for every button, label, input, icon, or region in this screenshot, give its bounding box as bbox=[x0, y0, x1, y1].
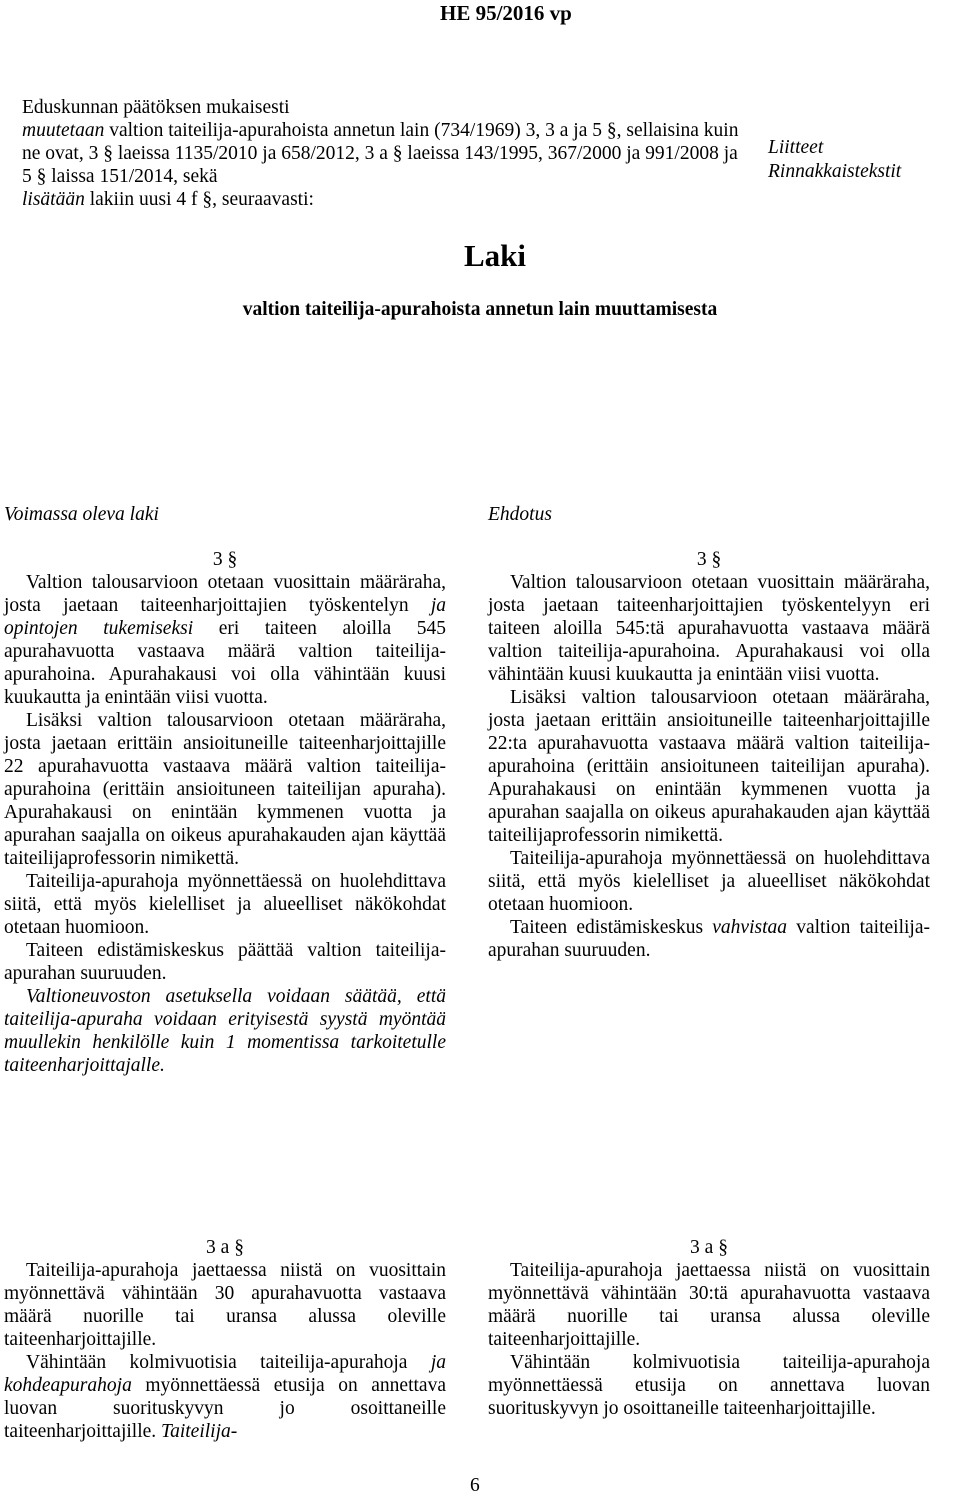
left-section-3a bbox=[4, 1236, 446, 1443]
section-heading: 3 § bbox=[212, 549, 238, 570]
paragraph: Taiteilija-apurahoja myönnettäessä on huolehdittava siitä, että myös kielelliset ja alueelliset näkökohdat otetaan huomioon. bbox=[488, 848, 930, 915]
right-section-3a bbox=[488, 1236, 930, 1420]
right-section-3 bbox=[488, 548, 930, 962]
law-subtitle: valtion taiteilija-apurahoista annetun lain muuttamisesta bbox=[242, 299, 718, 320]
paragraph bbox=[4, 1351, 446, 1443]
preamble-line: 5 § laissa 151/2014, sekä bbox=[22, 166, 218, 187]
paragraph: Taiteilija-apurahoja jaettaessa niistä on vuosittain myönnettävä vähintään 30 apurahavuotta vastaava määrä nuorille tai uransa alussa oleville taiteenharjoittajille. bbox=[4, 1260, 446, 1350]
paragraph: Taiteilija-apurahoja jaettaessa niistä on vuosittain myönnettävä vähintään 30:tä apurahavuotta vastaava määrä nuorille tai uransa alussa oleville taiteenharjoittajille. bbox=[488, 1260, 930, 1350]
preamble-line: Eduskunnan päätöksen mukaisesti bbox=[22, 97, 290, 118]
preamble-line bbox=[22, 188, 942, 211]
preamble-verb: lisätään bbox=[22, 189, 85, 210]
paragraph: Taiteilija-apurahoja myönnettäessä on huolehdittava siitä, että myös kielelliset ja alueelliset näkökohdat otetaan huomioon. bbox=[4, 871, 446, 938]
paragraph: Lisäksi valtion talousarvioon otetaan määräraha, josta jaetaan erittäin ansioituneille taiteenharjoittajille 22:ta apurahavuotta vastaava määrä valtion taiteilija-apurahoina (erittäin ansioituneen taiteilijan apuraha). Apurahakausi on enintään kymmenen vuotta ja apurahan saajalla on oikeus apurahakauden ajan käyttää taiteilijaprofessorin nimikettä. bbox=[488, 687, 930, 846]
law-title: Laki bbox=[463, 238, 527, 273]
column-heading-current-law: Voimassa oleva laki bbox=[4, 504, 159, 525]
annex-line-parallel-texts: Rinnakkaistekstit bbox=[768, 161, 902, 182]
paragraph: Vähintään kolmivuotisia taiteilija-apurahoja myönnettäessä etusija on annettava luovan suorituskyvyn jo osoittaneille taiteenharjoittajille. bbox=[488, 1352, 930, 1419]
paragraph: Valtion talousarvioon otetaan vuosittain määräraha, josta jaetaan taiteenharjoittajien työskentelyyn eri taiteen aloilla 545:tä apurahavuotta vastaava määrä valtion taiteilija-apurahoina. Apurahakausi voi olla vähintään kuusi kuukautta ja enintään viisi vuotta. bbox=[488, 572, 930, 685]
changed-text: ja opintojen tukemiseksi bbox=[4, 595, 446, 639]
paragraph bbox=[4, 571, 446, 709]
section-heading: 3 § bbox=[696, 549, 722, 570]
preamble-text: lakiin uusi 4 f §, seuraavasti: bbox=[84, 189, 314, 210]
preamble-text: valtion taiteilija-apurahoista annetun lain (734/1969) 3, 3 a ja 5 §, sellaisina kuin bbox=[104, 120, 739, 141]
left-section-3 bbox=[4, 548, 446, 1077]
preamble-line: ne ovat, 3 § laeissa 1135/2010 ja 658/2012, 3 a § laeissa 143/1995, 367/2000 ja 991/2008 ja bbox=[22, 143, 738, 164]
text: valtion taiteilija-apurahan suuruuden. bbox=[488, 917, 930, 961]
column-heading-proposal: Ehdotus bbox=[488, 504, 552, 525]
section-heading: 3 a § bbox=[206, 1237, 244, 1258]
changed-text: vahvistaa bbox=[712, 917, 788, 938]
text: Vähintään kolmivuotisia taiteilija-apurahoja bbox=[26, 1352, 431, 1373]
text: Taiteen edistämiskeskus bbox=[510, 917, 713, 938]
text: Valtion talousarvioon otetaan vuosittain määräraha, josta jaetaan taiteenharjoittajien työskentelyn bbox=[4, 572, 446, 616]
changed-text: ja kohdeapurahoja bbox=[4, 1352, 446, 1396]
annex-line-attachments: Liitteet bbox=[768, 137, 824, 158]
paragraph: Taiteen edistämiskeskus päättää valtion taiteilija-apurahan suuruuden. bbox=[4, 940, 446, 984]
document-code: HE 95/2016 vp bbox=[440, 1, 572, 25]
paragraph-removed: Valtioneuvoston asetuksella voidaan säätää, että taiteilija-apuraha voidaan erityisestä syystä myöntää muullekin henkilölle kuin 1 momentissa tarkoitetulle taiteenharjoittajalle. bbox=[4, 986, 446, 1076]
changed-text: Taiteilija- bbox=[161, 1421, 238, 1442]
paragraph: Lisäksi valtion talousarvioon otetaan määräraha, josta jaetaan erittäin ansioituneille taiteenharjoittajille 22 apurahavuotta vastaava määrä valtion taiteilija-apurahoina (erittäin ansioituneen taiteilijan apuraha). Apurahakausi on enintään kymmenen vuotta ja apurahan saajalla on oikeus apurahakauden ajan käyttää taiteilijaprofessorin nimikettä. bbox=[4, 710, 446, 869]
preamble bbox=[22, 96, 942, 211]
preamble-line bbox=[22, 119, 942, 142]
section-heading: 3 a § bbox=[690, 1237, 728, 1258]
text: eri taiteen aloilla 545 apurahavuotta vastaava määrä valtion taiteilija-apurahoina. Apurahakausi voi olla vähintään kuusi kuukautta ja enintään viisi vuotta. bbox=[4, 618, 447, 708]
preamble-verb: muutetaan bbox=[22, 120, 105, 141]
text: myönnettäessä etusija on annettava luovan suorituskyvyn jo osoittaneille taiteenharjoittajille. bbox=[4, 1375, 446, 1442]
paragraph bbox=[488, 916, 930, 962]
page-number: 6 bbox=[470, 1475, 480, 1496]
